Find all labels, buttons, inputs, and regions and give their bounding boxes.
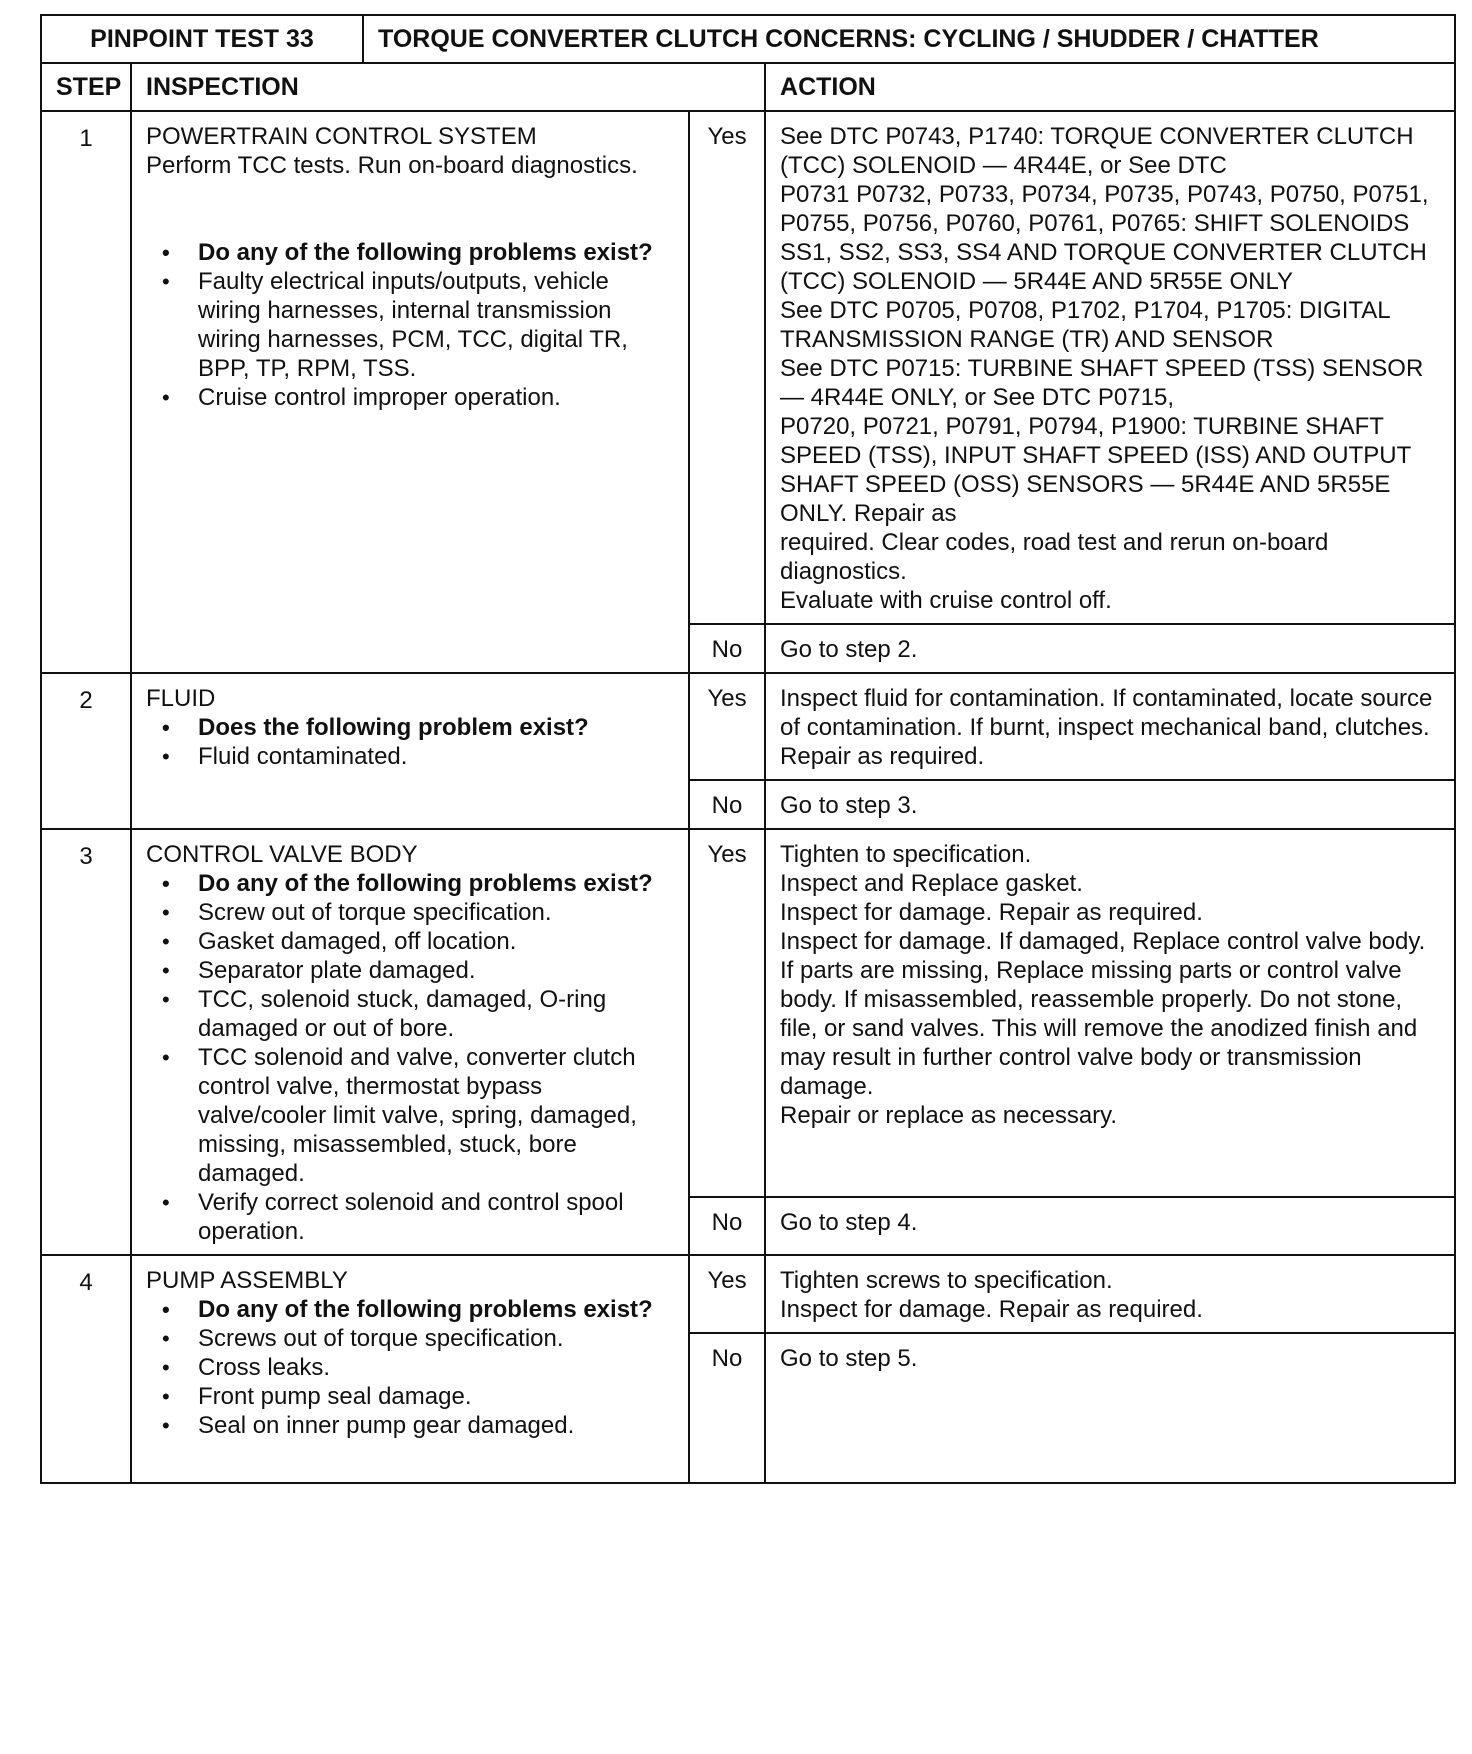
no-label: No: [689, 1333, 765, 1483]
yes-action: [765, 111, 1455, 624]
section-title: POWERTRAIN CONTROL SYSTEM: [146, 123, 537, 150]
inspection-item: • Cruise control improper operation.: [146, 383, 674, 412]
inspection-item: • TCC solenoid and valve, converter clutch control valve, thermostat bypass valve/cooler limit valve, spring, damaged, missing, misassembled, stuck, bore damaged.: [146, 1043, 674, 1188]
inspection-item: • Front pump seal damage.: [146, 1382, 674, 1411]
no-label: No: [689, 624, 765, 673]
step-3-yes-row: [41, 829, 1455, 1197]
yes-label: Yes: [689, 1255, 765, 1333]
inspection-item: • Verify correct solenoid and control spool operation.: [146, 1188, 674, 1246]
step-number: 2: [41, 673, 131, 829]
step-intro: Perform TCC tests. Run on-board diagnostics.: [146, 152, 638, 179]
section-title: PUMP ASSEMBLY: [146, 1267, 348, 1294]
section-title: FLUID: [146, 685, 216, 712]
no-action: Go to step 2.: [765, 624, 1455, 673]
action-line: Tighten screws to specification.: [780, 1267, 1113, 1294]
inspection-question: • Do any of the following problems exist?: [146, 869, 674, 898]
step-inspection: [131, 829, 689, 1255]
action-line: required. Clear codes, road test and rerun on-board diagnostics.: [780, 529, 1329, 585]
step-number: 3: [41, 829, 131, 1255]
action-line: See DTC P0743, P1740: TORQUE CONVERTER CLUTCH (TCC) SOLENOID — 4R44E, or See DTC: [780, 123, 1414, 179]
inspection-item: • Screws out of torque specification.: [146, 1324, 674, 1353]
action-line: Tighten to specification.: [780, 841, 1032, 868]
yes-action: [765, 1255, 1455, 1333]
test-label: PINPOINT TEST 33: [41, 15, 363, 63]
no-action: Go to step 3.: [765, 780, 1455, 829]
inspection-list: [146, 869, 674, 1246]
action-line: Evaluate with cruise control off.: [780, 587, 1112, 614]
inspection-question: • Does the following problem exist?: [146, 713, 674, 742]
spacer: [146, 180, 674, 238]
inspection-item: • Cross leaks.: [146, 1353, 674, 1382]
section-title: CONTROL VALVE BODY: [146, 841, 418, 868]
step-4-yes-row: [41, 1255, 1455, 1333]
action-line: Repair or replace as necessary.: [780, 1102, 1118, 1129]
yes-label: Yes: [689, 829, 765, 1197]
test-title: TORQUE CONVERTER CLUTCH CONCERNS: CYCLING / SHUDDER / CHATTER: [363, 15, 1455, 63]
action-line: P0720, P0721, P0791, P0794, P1900: TURBINE SHAFT SPEED (TSS), INPUT SHAFT SPEED (ISS) AND OUTPUT SHAFT SPEED (OSS) SENSORS — 5R44E AND 5R55E ONLY. Repair as: [780, 413, 1411, 527]
inspection-list: [146, 1295, 674, 1440]
no-label: No: [689, 780, 765, 829]
action-line: Inspect for damage. Repair as required.: [780, 899, 1203, 926]
inspection-question: • Do any of the following problems exist?: [146, 238, 674, 267]
yes-label: Yes: [689, 111, 765, 624]
column-header-action: ACTION: [765, 63, 1455, 111]
inspection-item: • Gasket damaged, off location.: [146, 927, 674, 956]
pinpoint-test-sheet: [40, 14, 1454, 1714]
step-2-yes-row: [41, 673, 1455, 780]
yes-action: [765, 673, 1455, 780]
inspection-item: • Separator plate damaged.: [146, 956, 674, 985]
action-line: See DTC P0715: TURBINE SHAFT SPEED (TSS) SENSOR — 4R44E ONLY, or See DTC P0715,: [780, 355, 1424, 411]
inspection-item: • Faulty electrical inputs/outputs, vehicle wiring harnesses, internal transmission wiring harnesses, PCM, TCC, digital TR, BPP, TP, RPM, TSS.: [146, 267, 674, 383]
inspection-question: • Do any of the following problems exist?: [146, 1295, 674, 1324]
inspection-item: • TCC, solenoid stuck, damaged, O-ring damaged or out of bore.: [146, 985, 674, 1043]
no-action: Go to step 5.: [765, 1333, 1455, 1483]
inspection-list: [146, 713, 674, 771]
pinpoint-test-table: [40, 14, 1456, 1484]
column-header-step: STEP: [41, 63, 131, 111]
action-line: Inspect fluid for contamination. If contaminated, locate source of contamination. If burnt, inspect mechanical band, clutches. Repair as required.: [780, 685, 1433, 770]
title-row: [41, 15, 1455, 63]
inspection-item: • Fluid contaminated.: [146, 742, 674, 771]
action-line: Inspect and Replace gasket.: [780, 870, 1083, 897]
step-number: 4: [41, 1255, 131, 1483]
inspection-item: • Screw out of torque specification.: [146, 898, 674, 927]
action-line: P0731 P0732, P0733, P0734, P0735, P0743, P0750, P0751, P0755, P0756, P0760, P0761, P0765: SHIFT SOLENOIDS SS1, SS2, SS3, SS4 AND TORQUE CONVERTER CLUTCH (TCC) SOLENOID — 5R44E AND 5R55E ONLY: [780, 181, 1429, 295]
step-inspection: [131, 111, 689, 673]
step-inspection: [131, 1255, 689, 1483]
column-header-row: [41, 63, 1455, 111]
inspection-item: • Seal on inner pump gear damaged.: [146, 1411, 674, 1440]
yes-label: Yes: [689, 673, 765, 780]
inspection-list: [146, 238, 674, 412]
no-action: Go to step 4.: [765, 1197, 1455, 1255]
column-header-inspection: INSPECTION: [131, 63, 765, 111]
step-number: 1: [41, 111, 131, 673]
step-inspection: [131, 673, 689, 829]
no-label: No: [689, 1197, 765, 1255]
yes-action: [765, 829, 1455, 1197]
step-1-yes-row: [41, 111, 1455, 624]
action-line: See DTC P0705, P0708, P1702, P1704, P1705: DIGITAL TRANSMISSION RANGE (TR) AND SENSOR: [780, 297, 1390, 353]
action-line: Inspect for damage. Repair as required.: [780, 1296, 1203, 1323]
action-line: Inspect for damage. If damaged, Replace control valve body. If parts are missing, Replace missing parts or control valve body. If misassembled, reassemble properly. Do not stone, file, or sand valves. This will remove the anodized finish and may result in further control valve body or transmission damage.: [780, 928, 1426, 1100]
